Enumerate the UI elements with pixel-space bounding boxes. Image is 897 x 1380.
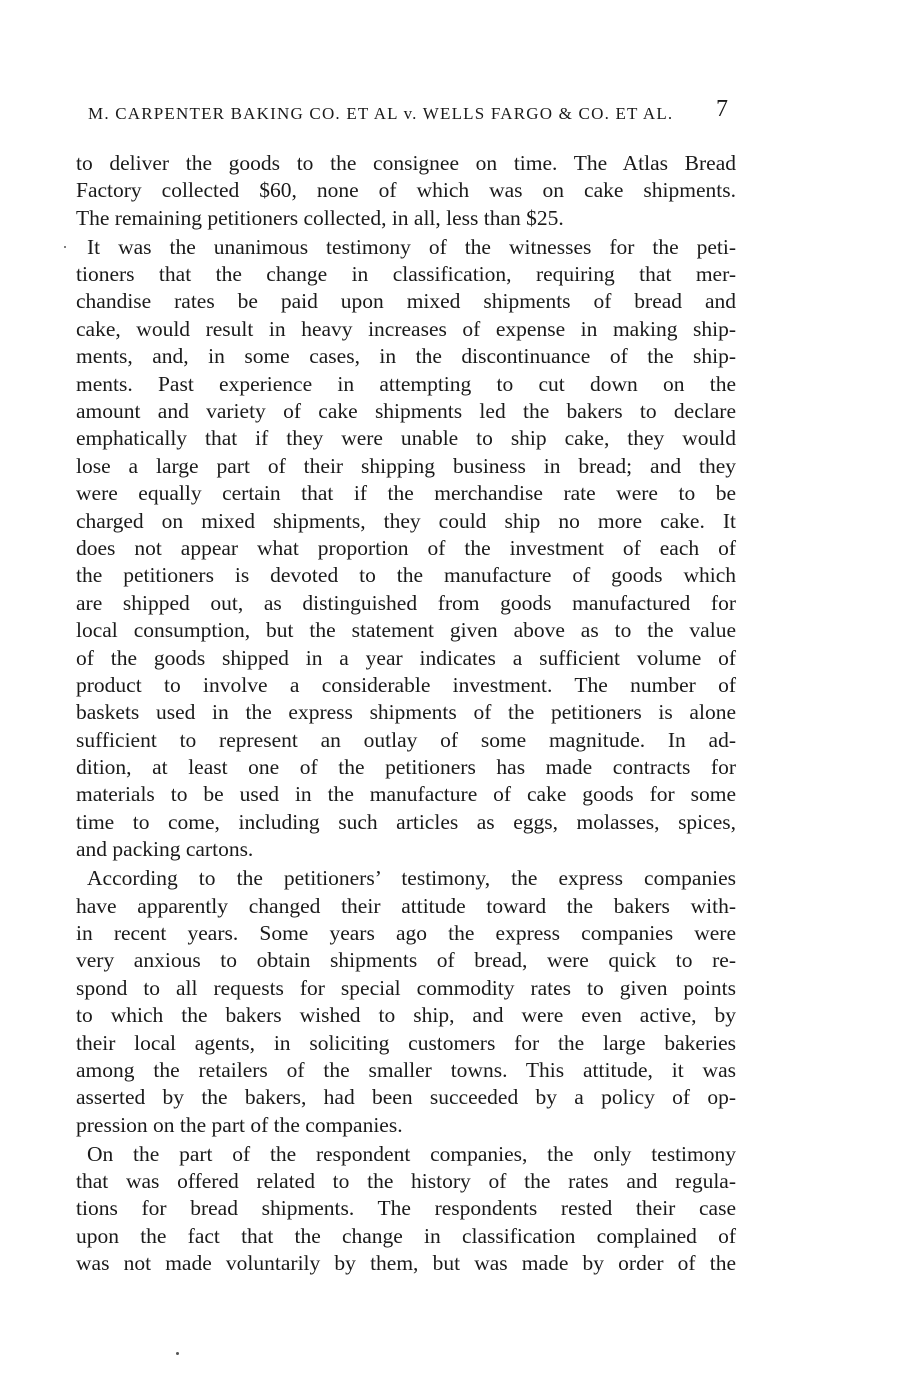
text-line: of the goods shipped in a year indicates a sufficient volume of [76, 645, 736, 670]
body-text [76, 150, 736, 1278]
text-line: tions for bread shipments. The respondents rested their case [76, 1196, 736, 1221]
text-line: time to come, including such articles as eggs, molasses, spices, [76, 809, 736, 834]
paragraph-2 [76, 234, 736, 864]
text-line: baskets used in the express shipments of the petitioners is alone [76, 700, 736, 725]
paragraph-1 [76, 150, 736, 232]
text-line: in recent years. Some years ago the express companies were [76, 920, 736, 945]
scan-speck [64, 246, 66, 248]
text-line: upon the fact that the change in classification complained of [76, 1223, 736, 1248]
text-line: among the retailers of the smaller towns. This attitude, it was [76, 1057, 736, 1082]
text-line: ments, and, in some cases, in the discontinuance of the ship- [76, 344, 736, 369]
text-line: emphatically that if they were unable to ship cake, they would [76, 426, 736, 451]
text-line: Factory collected $60, none of which was on cake shipments. [76, 178, 736, 203]
text-line: amount and variety of cake shipments led the bakers to declare [76, 399, 736, 424]
text-line: chandise rates be paid upon mixed shipments of bread and [76, 289, 736, 314]
text-line: ments. Past experience in attempting to cut down on the [76, 371, 736, 396]
text-line: sufficient to represent an outlay of some magnitude. In ad- [76, 727, 736, 752]
text-line: cake, would result in heavy increases of expense in making ship- [76, 316, 736, 341]
text-line: have apparently changed their attitude toward the bakers with- [76, 893, 736, 918]
text-line: the petitioners is devoted to the manufacture of goods which [76, 563, 736, 588]
running-header-title: M. CARPENTER BAKING CO. ET AL v. WELLS FARGO & CO. ET AL. [88, 104, 674, 123]
text-line: According to the petitioners’ testimony, the express companies [87, 866, 736, 891]
running-header [88, 96, 728, 132]
text-line: dition, at least one of the petitioners has made contracts for [76, 755, 736, 780]
text-line: does not appear what proportion of the investment of each of [76, 535, 736, 560]
text-line: spond to all requests for special commodity rates to given points [76, 975, 736, 1000]
text-line: charged on mixed shipments, they could ship no more cake. It [76, 508, 736, 533]
text-line: asserted by the bakers, had been succeeded by a policy of op- [76, 1085, 736, 1110]
text-line: pression on the part of the companies. [76, 1112, 403, 1137]
text-line: are shipped out, as distinguished from goods manufactured for [76, 590, 736, 615]
text-line: was not made voluntarily by them, but was made by order of the [76, 1251, 736, 1276]
paragraph-3 [76, 865, 736, 1139]
page-number: 7 [716, 96, 728, 122]
paragraph-4 [76, 1141, 736, 1278]
text-line: and packing cartons. [76, 837, 254, 862]
text-line: local consumption, but the statement given above as to the value [76, 618, 736, 643]
text-line: that was offered related to the history of the rates and regula- [76, 1168, 736, 1193]
scan-speck [176, 1352, 179, 1355]
text-line: very anxious to obtain shipments of bread, were quick to re- [76, 948, 736, 973]
text-line: lose a large part of their shipping business in bread; and they [76, 453, 736, 478]
text-line: to deliver the goods to the consignee on time. The Atlas Bread [76, 151, 736, 175]
text-line: were equally certain that if the merchandise rate were to be [76, 481, 736, 506]
text-line: It was the unanimous testimony of the witnesses for the peti- [87, 234, 736, 259]
text-line: tioners that the change in classification, requiring that mer- [76, 262, 736, 287]
text-line: materials to be used in the manufacture of cake goods for some [76, 782, 736, 807]
text-line: product to involve a considerable investment. The number of [76, 672, 736, 697]
text-line: On the part of the respondent companies, the only testimony [87, 1141, 736, 1166]
text-line: to which the bakers wished to ship, and were even active, by [76, 1003, 736, 1028]
text-line: their local agents, in soliciting customers for the large bakeries [76, 1030, 736, 1055]
text-line: The remaining petitioners collected, in all, less than $25. [76, 205, 564, 230]
